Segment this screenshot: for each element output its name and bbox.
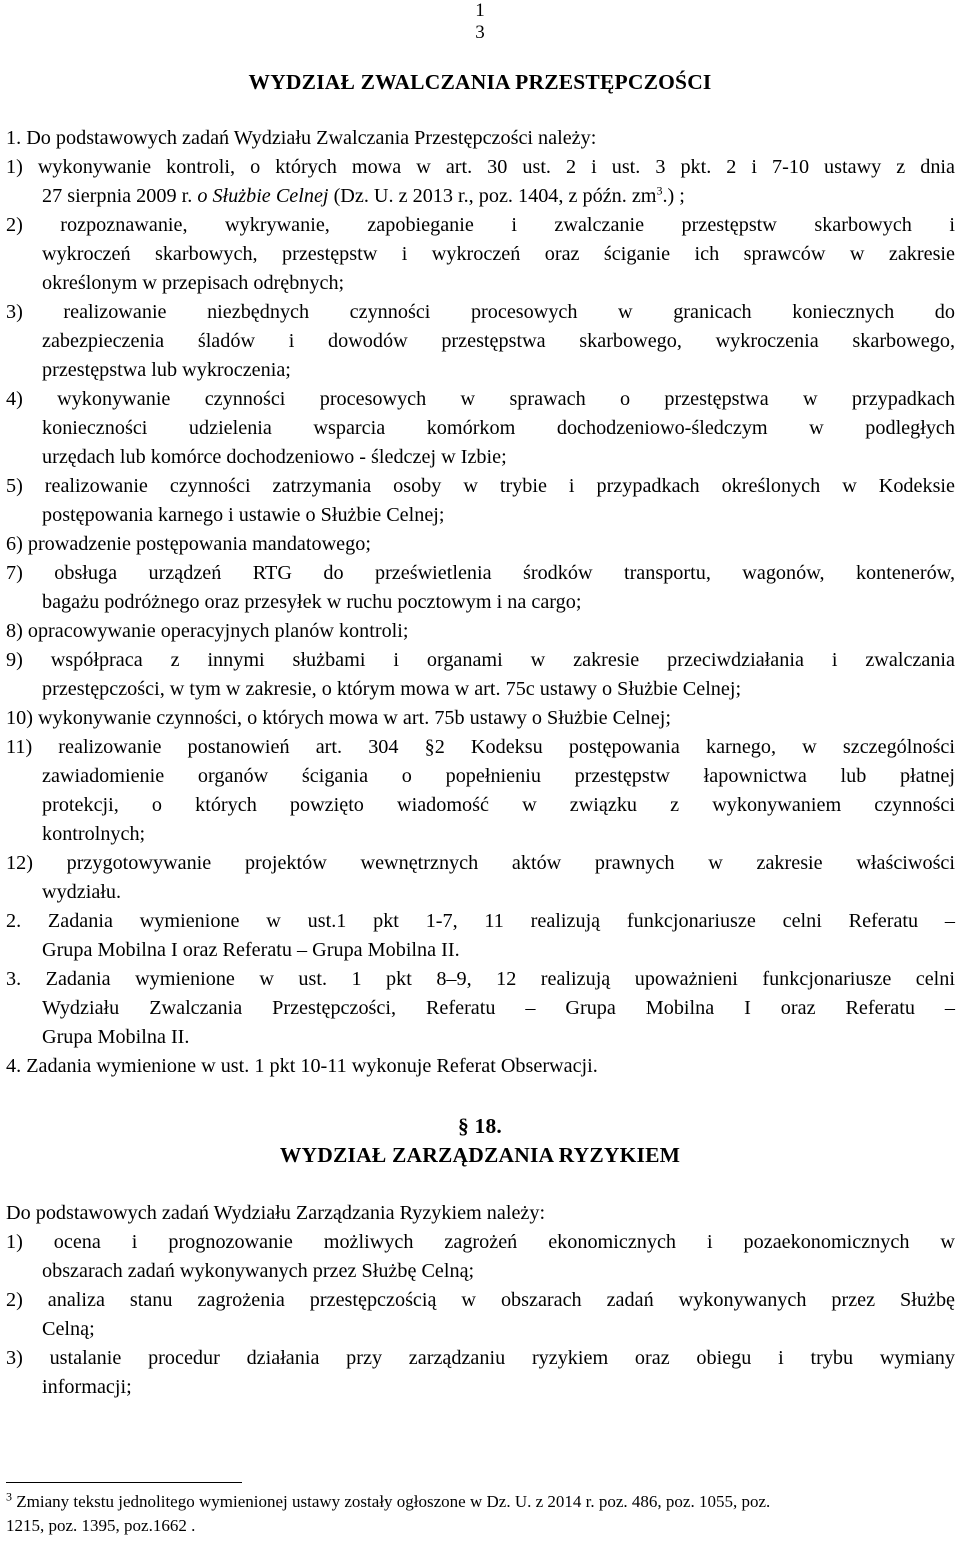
paragraph-3: 3. Zadania wymienione w ust. 1 pkt 8–9, 12 realizują upoważnieni funkcjonariusze celni bbox=[6, 968, 955, 990]
paragraph-2: 2. Zadania wymienione w ust.1 pkt 1-7, 11 realizują funkcjonariusze celni Referatu – bbox=[6, 910, 955, 932]
page-sub-number: 3 bbox=[475, 22, 485, 43]
risk-item-1: 1) ocena i prognozowanie możliwych zagrożeń ekonomicznych i pozaekonomicznych w bbox=[6, 1231, 955, 1253]
section-title-crime: WYDZIAŁ ZWALCZANIA PRZESTĘPCZOŚCI bbox=[248, 70, 712, 94]
list-item-12-cont: wydziału. bbox=[42, 881, 122, 903]
section2-intro: Do podstawowych zadań Wydziału Zarządzania Ryzykiem należy: bbox=[6, 1202, 546, 1224]
footnote-separator bbox=[6, 1482, 242, 1483]
risk-item-3: 3) ustalanie procedur działania przy zarządzaniu ryzykiem oraz obiegu i trybu wymiany bbox=[6, 1347, 955, 1369]
section-title-risk: WYDZIAŁ ZARZĄDZANIA RYZYKIEM bbox=[279, 1143, 681, 1167]
list-item-4-cont: urzędach lub komórce dochodzeniowo - śledczej w Izbie; bbox=[42, 446, 507, 468]
paragraph-3-cont: Wydziału Zwalczania Przestępczości, Referatu – Grupa Mobilna I oraz Referatu – bbox=[42, 997, 955, 1019]
list-item-9: 9) współpraca z innymi służbami i organami w zakresie przeciwdziałania i zwalczania bbox=[6, 649, 955, 671]
list-item-7: 7) obsługa urządzeń RTG do prześwietlenia środków transportu, wagonów, kontenerów, bbox=[6, 562, 955, 584]
section-number: § 18. bbox=[458, 1114, 502, 1138]
risk-item-2-cont: Celną; bbox=[42, 1318, 95, 1340]
list-item-8: 8) opracowywanie operacyjnych planów kontroli; bbox=[6, 620, 409, 642]
paragraph-1: 1. Do podstawowych zadań Wydziału Zwalczania Przestępczości należy: bbox=[6, 127, 597, 149]
list-item-1-line1: 1) wykonywanie kontroli, o których mowa w art. 30 ust. 2 i ust. 3 pkt. 2 i 7-10 ustawy z dnia bbox=[6, 156, 955, 178]
footnote-ref: 3 bbox=[656, 183, 663, 198]
footnote-marker: 3 bbox=[6, 1489, 12, 1504]
list-item-9-cont: przestępczości, w tym w zakresie, o którym mowa w art. 75c ustawy o Służbie Celnej; bbox=[42, 678, 742, 700]
footnote-line2: 1215, poz. 1395, poz.1662 . bbox=[6, 1516, 196, 1535]
risk-item-1-cont: obszarach zadań wykonywanych przez Służbę Celną; bbox=[42, 1260, 475, 1282]
list-item-3-cont: przestępstwa lub wykroczenia; bbox=[42, 359, 291, 381]
list-item-2: 2) rozpoznawanie, wykrywanie, zapobieganie i zwalczanie przestępstw skarbowych i bbox=[6, 214, 955, 236]
list-item-4: 4) wykonywanie czynności procesowych w sprawach o przestępstwa w przypadkach bbox=[6, 388, 955, 410]
list-item-3: 3) realizowanie niezbędnych czynności procesowych w granicach koniecznych do bbox=[6, 301, 955, 323]
list-item-12: 12) przygotowywanie projektów wewnętrznych aktów prawnych w zakresie właściwości bbox=[6, 852, 955, 874]
list-item-11-cont: kontrolnych; bbox=[42, 823, 146, 845]
paragraph-4: 4. Zadania wymienione w ust. 1 pkt 10-11 wykonuje Referat Obserwacji. bbox=[6, 1055, 598, 1077]
risk-item-2: 2) analiza stanu zagrożenia przestępczością w obszarach zadań wykonywanych przez Służbę bbox=[6, 1289, 955, 1311]
risk-item-3-cont: informacji; bbox=[42, 1376, 132, 1398]
list-item-6: 6) prowadzenie postępowania mandatowego; bbox=[6, 533, 371, 555]
list-item-10: 10) wykonywanie czynności, o których mowa w art. 75b ustawy o Służbie Celnej; bbox=[6, 707, 671, 729]
list-item-11: 11) realizowanie postanowień art. 304 §2 Kodeksu postępowania karnego, w szczególności bbox=[6, 736, 955, 758]
list-item-11-cont: protekcji, o których powzięto wiadomość w związku z wykonywaniem czynności bbox=[42, 794, 955, 816]
list-item-5: 5) realizowanie czynności zatrzymania osoby w trybie i przypadkach określonych w Kodeksie bbox=[6, 475, 955, 497]
paragraph-3-cont: Grupa Mobilna II. bbox=[42, 1026, 190, 1048]
act-title: o Służbie Celnej bbox=[197, 185, 329, 207]
list-item-2-cont: wykroczeń skarbowych, przestępstw i wykroczeń oraz ściganie ich sprawców w zakresie bbox=[42, 243, 955, 265]
list-item-11-cont: zawiadomienie organów ścigania o popełnieniu przestępstw łapownictwa lub płatnej bbox=[42, 765, 955, 787]
list-item-2-cont: określonym w przepisach odrębnych; bbox=[42, 272, 345, 294]
paragraph-2-cont: Grupa Mobilna I oraz Referatu – Grupa Mobilna II. bbox=[42, 939, 460, 961]
list-item-5-cont: postępowania karnego i ustawie o Służbie Celnej; bbox=[42, 504, 445, 526]
list-item-4-cont: konieczności udzielenia wsparcia komórkom dochodzeniowo-śledczym w podległych bbox=[42, 417, 955, 439]
list-item-1-line2: 27 sierpnia 2009 r. o Służbie Celnej (Dz. U. z 2013 r., poz. 1404, z późn. $zm^3$.) ; bbox=[42, 183, 685, 207]
list-item-7-cont: bagażu podróżnego oraz przesyłek w ruchu pocztowym i na cargo; bbox=[42, 591, 582, 613]
page-number: 1 bbox=[475, 0, 485, 21]
footnote-line1: $^3$ Zmiany tekstu jednolitego wymienionej ustawy zostały ogłoszone w Dz. U. z 2014 r. poz. 486, poz. 1055, poz. bbox=[6, 1489, 771, 1511]
list-item-3-cont: zabezpieczenia śladów i dowodów przestępstwa skarbowego, wykroczenia skarbowego, bbox=[42, 330, 955, 352]
